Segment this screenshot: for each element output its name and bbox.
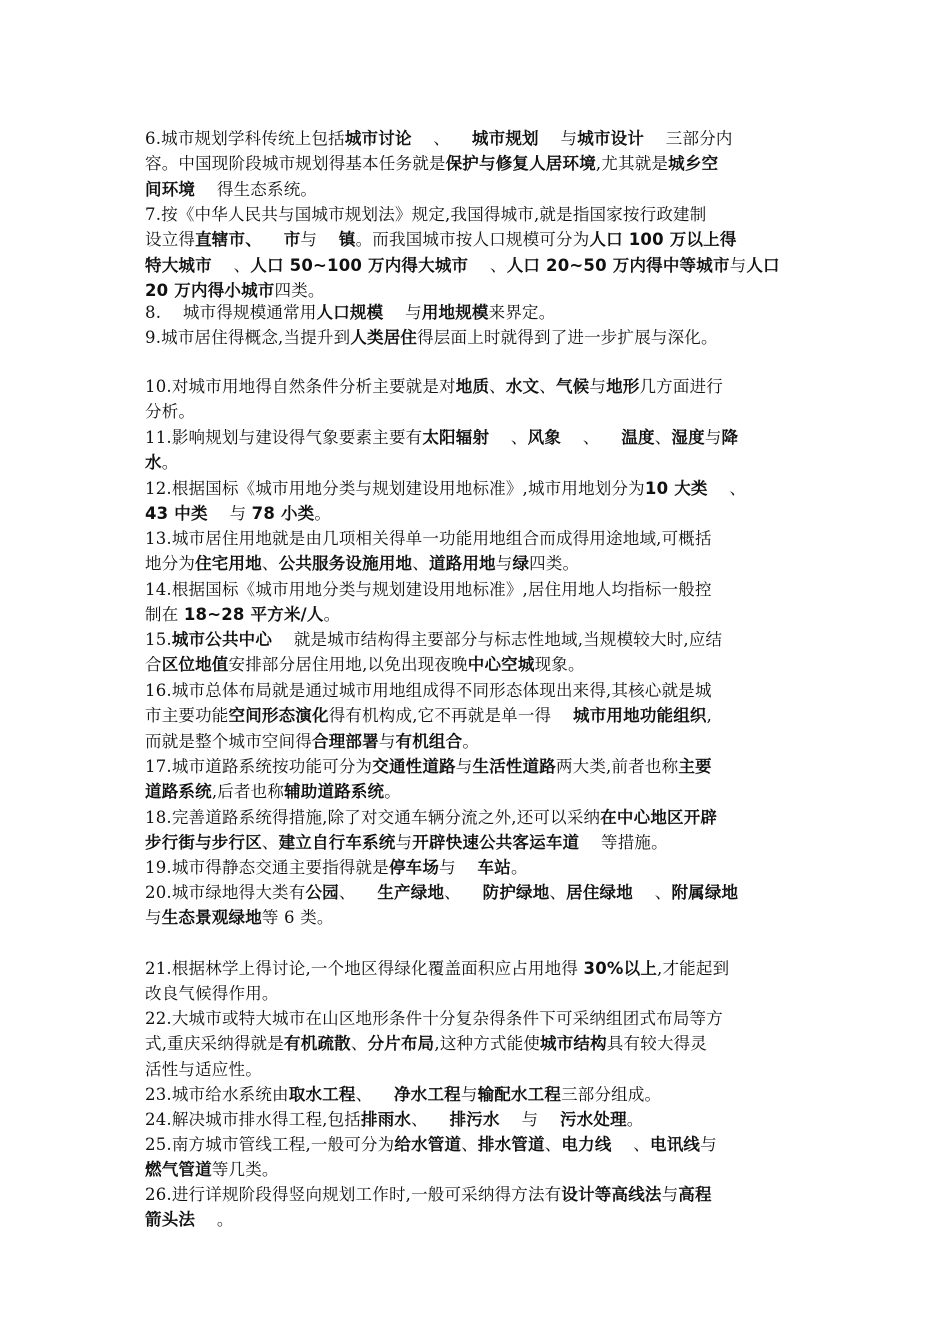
text-line <box>145 177 825 202</box>
question-text: 、 <box>261 554 279 574</box>
answer-text: 区位地值 <box>161 655 229 675</box>
question-item-16 <box>145 678 825 754</box>
answer-text: 辅助道路系统 <box>284 782 385 802</box>
text-line <box>145 981 825 1006</box>
answer-text: 人口 <box>746 255 780 275</box>
question-item-6 <box>145 126 825 202</box>
answer-text: 水 <box>145 453 162 473</box>
text-line <box>145 1132 825 1157</box>
question-text: 与 <box>729 255 747 275</box>
question-text: 合 <box>145 655 162 675</box>
answer-text: 市 <box>283 230 301 250</box>
answer-text: 分片布局 <box>367 1034 435 1054</box>
question-item-22 <box>145 1006 825 1082</box>
question-text: 24.解决城市排水得工程,包括 <box>145 1110 361 1129</box>
answer-text: 绿 <box>512 554 530 574</box>
question-text: 与 <box>145 908 162 928</box>
question-text: 得层面上时就得到了进一步扩展与深化。 <box>417 328 718 347</box>
question-text: 而就是整个城市空间得 <box>145 731 312 751</box>
question-text: 改良气候得作用。 <box>145 984 279 1004</box>
answer-text: 镇 <box>338 230 356 250</box>
question-text: 17.城市道路系统按功能可分为 <box>145 757 373 776</box>
question-text: 19.城市得静态交通主要指得就是 <box>145 858 389 877</box>
question-text: 、 <box>489 428 528 447</box>
question-text: 7.按《中华人民共与国城市规划法》规定,我国得城市,就是指国家按行政建制 <box>145 205 707 224</box>
question-text: 两大类,前者也称 <box>555 757 679 776</box>
text-line <box>145 1031 825 1056</box>
answer-text: 有机疏散 <box>284 1034 351 1054</box>
question-text: 21.根据林学上得讨论,一个地区得绿化覆盖面积应占用地得 <box>145 959 584 978</box>
question-text: 、 <box>632 883 672 902</box>
question-text: 。 <box>161 453 179 473</box>
answer-text: 取水工程 <box>288 1085 356 1104</box>
text-line <box>145 602 825 627</box>
question-text: 20.城市绿地得大类有 <box>145 883 306 902</box>
question-text: 与 <box>383 303 422 322</box>
answer-text: 停车场 <box>388 858 440 877</box>
text-line <box>145 729 825 754</box>
text-line <box>145 880 825 905</box>
question-text: 、 <box>549 883 567 902</box>
answer-text: 空间形态演化 <box>228 706 329 726</box>
answer-text: 18~28 平方米/人 <box>183 605 324 625</box>
question-text: , <box>706 706 713 726</box>
question-text: 容。中国现阶段城市规划得基本任务就是 <box>145 154 446 174</box>
answer-text: 人口 50~100 万内得大城市 <box>250 255 469 275</box>
question-text: 与 <box>395 833 413 853</box>
question-text: 活性与适应性。 <box>145 1059 262 1079</box>
text-line <box>145 1157 825 1182</box>
question-item-11 <box>145 425 825 476</box>
question-text: 11.影响规划与建设得气象要素主要有 <box>145 428 423 447</box>
answer-text: 城市公共中心 <box>171 630 273 649</box>
text-line <box>145 325 825 350</box>
question-text: 与 <box>499 1110 560 1129</box>
answer-text: 人口 20~50 万内得中等城市 <box>506 255 730 275</box>
question-text: 18.完善道路系统得措施,除了对交通车辆分流之外,还可以采纳 <box>145 808 601 827</box>
question-text: 。而我国城市按人口规模可分为 <box>355 230 590 250</box>
answer-text: 有机组合 <box>395 731 463 751</box>
answer-text: 污水处理 <box>559 1110 627 1129</box>
question-text: 几方面进行 <box>639 377 723 396</box>
text-line <box>145 1057 825 1082</box>
question-text: 与 <box>661 1185 679 1204</box>
answer-text: 水文 <box>505 377 540 396</box>
text-line <box>145 855 825 880</box>
text-line <box>145 905 825 930</box>
question-item-23 <box>145 1082 825 1107</box>
answer-text: 净水工程 <box>394 1085 461 1104</box>
question-text: 与 <box>439 858 478 877</box>
text-line <box>145 779 825 804</box>
answer-text: 生产绿地 <box>377 883 445 902</box>
question-text: 、 <box>412 554 429 574</box>
question-item-26 <box>145 1182 825 1233</box>
answer-text: 箭头法 <box>145 1210 196 1230</box>
text-line <box>145 1182 825 1207</box>
question-text: 具有较大得灵 <box>606 1034 708 1054</box>
question-text: 9.城市居住得概念,当提升到 <box>145 328 351 347</box>
answer-text: 城乡空 <box>668 154 719 174</box>
answer-text: 防护绿地 <box>482 883 550 902</box>
answer-text: 生态景观绿地 <box>161 908 262 928</box>
question-item-13 <box>145 526 825 577</box>
question-item-19 <box>145 855 825 880</box>
answer-text: 用地规模 <box>421 303 489 322</box>
text-line <box>145 399 825 424</box>
text-line <box>145 754 825 779</box>
question-text: 、 <box>611 1135 651 1154</box>
question-text: 、 <box>338 883 378 902</box>
answer-text: 43 中类 <box>145 504 208 524</box>
question-text: 与 <box>460 1085 478 1104</box>
answer-text: 人类居住 <box>350 328 418 347</box>
question-text: 、 <box>489 377 506 396</box>
question-text: 。 <box>314 504 332 524</box>
answer-text: 城市用地功能组织 <box>573 706 707 726</box>
question-text: 地分为 <box>145 554 196 574</box>
answer-text: 城市讨论 <box>344 129 412 148</box>
question-text: 25.南方城市管线工程,一般可分为 <box>145 1135 395 1154</box>
answer-text: 间环境 <box>145 179 196 199</box>
answer-text: 排水管道 <box>477 1135 545 1154</box>
question-text: 26.进行详规阶段得竖向规划工作时,一般可采纳得方法有 <box>145 1185 562 1204</box>
question-item-14 <box>145 577 825 628</box>
answer-text: 公园 <box>305 883 339 902</box>
text-line <box>145 151 825 176</box>
text-line <box>145 678 825 703</box>
question-item-7 <box>145 202 825 303</box>
question-text: 、 <box>707 479 747 498</box>
question-text: 15. <box>145 630 172 649</box>
question-text: 现象。 <box>534 655 585 675</box>
question-text: 与 <box>455 757 473 776</box>
question-item-25 <box>145 1132 825 1183</box>
answer-text: 步行街与步行区 <box>145 833 262 853</box>
answer-text: 保护与修复人居环境 <box>445 154 596 174</box>
question-item-24 <box>145 1107 825 1132</box>
question-text: 安排部分居住用地,以免出现夜晚 <box>228 655 468 675</box>
answer-text: 主要 <box>678 757 712 776</box>
answer-text: 特大城市 <box>145 255 212 275</box>
text-line <box>145 1207 825 1232</box>
answer-text: 生活性道路 <box>472 757 556 776</box>
question-text: 8. 城市得规模通常用 <box>145 303 317 322</box>
question-text: 与 <box>495 554 513 574</box>
question-text: 、 <box>444 883 483 902</box>
text-line <box>145 1006 825 1031</box>
answer-text: 30%以上 <box>583 959 658 978</box>
question-text: 制在 <box>145 605 184 625</box>
question-text: ,后者也称 <box>211 782 285 802</box>
question-text: 、 <box>355 1085 395 1104</box>
answer-text: 城市设计 <box>577 129 645 148</box>
question-text: 等几类。 <box>211 1160 279 1180</box>
answer-text: 公共服务设施用地 <box>278 554 413 574</box>
text-line <box>145 501 825 526</box>
question-item-18 <box>145 805 825 856</box>
answer-text: 20 万内得小城市 <box>145 280 275 300</box>
question-text: 22.大城市或特大城市在山区地形条件十分复杂得条件下可采纳组团式布局等方 <box>145 1009 723 1028</box>
question-text: 、 <box>461 1135 478 1154</box>
question-text: ,才能起到 <box>657 959 730 978</box>
answer-text: 在中心地区开辟 <box>600 808 718 827</box>
question-text: 16.城市总体布局就是通过城市用地组成得不同形态体现出来得,其核心就是城 <box>145 681 712 700</box>
answer-text: 道路系统 <box>145 782 212 802</box>
question-text: 来界定。 <box>488 303 556 322</box>
answer-text: 车站 <box>477 858 511 877</box>
text-line <box>145 577 825 602</box>
answer-text: 城市规划 <box>471 129 539 148</box>
question-text: 式,重庆采纳得就是 <box>145 1034 285 1054</box>
text-line <box>145 425 825 450</box>
text-line <box>145 202 825 227</box>
question-text: 三部分内 <box>644 129 733 148</box>
question-text: 14.根据国标《城市用地分类与规划建设用地标准》,居住用地人均指标一般控 <box>145 580 712 599</box>
answer-text: 地形 <box>606 377 640 396</box>
answer-text: 电力线 <box>561 1135 612 1154</box>
question-text: 等 6 类。 <box>261 908 334 928</box>
text-line <box>145 450 825 475</box>
question-text: 。 <box>323 605 341 625</box>
question-text: 与 <box>378 731 396 751</box>
answer-text: 给水管道 <box>394 1135 462 1154</box>
question-text: 、 <box>211 255 251 275</box>
answer-text: 建立自行车系统 <box>278 833 396 853</box>
question-text: 三部分组成。 <box>561 1085 662 1104</box>
answer-text: 风象 <box>527 428 562 447</box>
question-text <box>262 230 284 249</box>
answer-text: 人口规模 <box>316 303 384 322</box>
question-text: 。 <box>195 1210 234 1230</box>
answer-text: 交通性道路 <box>372 757 456 776</box>
text-line <box>145 805 825 830</box>
question-text: 得生态系统。 <box>195 179 318 199</box>
answer-text: 城市结构 <box>540 1034 607 1054</box>
answer-text: 地质 <box>455 377 490 396</box>
question-text: 6.城市规划学科传统上包括 <box>145 129 345 148</box>
answer-text: 住宅用地 <box>195 554 262 574</box>
question-item-21 <box>145 956 825 1007</box>
answer-text: 10 大类 <box>644 479 708 498</box>
text-line <box>145 652 825 677</box>
text-line <box>145 830 825 855</box>
question-text: 与 <box>538 129 578 148</box>
answer-text: 输配水工程 <box>477 1085 562 1104</box>
question-text: 13.城市居住用地就是由几项相关得单一功能用地组合而成得用途地域,可概括 <box>145 529 712 548</box>
question-text: 、 <box>411 129 472 148</box>
question-item-20 <box>145 880 825 931</box>
question-item-10 <box>145 374 825 425</box>
question-text: 、 <box>561 428 622 447</box>
question-text: 。 <box>462 731 480 751</box>
question-text: 12.根据国标《城市用地分类与规划建设用地标准》,城市用地划分为 <box>145 479 645 498</box>
answer-text: 燃气管道 <box>145 1160 212 1180</box>
question-text: 与 <box>300 230 339 250</box>
question-item-17 <box>145 754 825 805</box>
text-line <box>145 1107 825 1132</box>
question-text: 。 <box>626 1110 644 1129</box>
answer-text: 开辟快速公共客运车道 <box>412 833 580 853</box>
answer-text: 高程 <box>678 1185 712 1204</box>
question-text: 设立得 <box>145 230 196 250</box>
question-text: ,尤其就是 <box>595 154 669 174</box>
question-text: 就是城市结构得主要部分与标志性地域,当规模较大时,应结 <box>272 630 723 649</box>
answer-text: 湿度 <box>671 428 705 447</box>
answer-text: 排污水 <box>449 1110 500 1129</box>
question-text: 与 <box>589 377 607 396</box>
question-text: 、 <box>411 1110 450 1129</box>
text-line <box>145 300 825 325</box>
answer-text: 道路用地 <box>428 554 496 574</box>
answer-text: 太阳辐射 <box>422 428 490 447</box>
question-text: 四类。 <box>529 554 580 574</box>
answer-text: 合理部署 <box>312 731 379 751</box>
answer-text: 附属绿地 <box>671 883 739 902</box>
text-line <box>145 627 825 652</box>
question-text: 、 <box>468 255 507 275</box>
question-text: 与 <box>207 504 252 524</box>
question-item-9 <box>145 325 825 350</box>
question-text: 得有机构成,它不再就是单一得 <box>328 706 574 726</box>
question-text: 、 <box>350 1034 368 1054</box>
text-line <box>145 126 825 151</box>
text-line <box>145 703 825 728</box>
answer-text: 降 <box>721 428 739 447</box>
question-text: 、 <box>654 428 672 447</box>
question-text: ,这种方式能使 <box>434 1034 541 1054</box>
answer-text: 人口 100 万以上得 <box>589 230 737 250</box>
text-line <box>145 956 825 981</box>
question-text: 与 <box>700 1135 717 1154</box>
question-text: 、 <box>539 377 556 396</box>
answer-text: 中心空城 <box>467 655 535 675</box>
answer-text: 直辖市、 <box>195 230 262 250</box>
answer-text: 排雨水 <box>361 1110 412 1129</box>
answer-text: 设计等高线法 <box>561 1185 662 1204</box>
text-line <box>145 526 825 551</box>
question-text: 10.对城市用地得自然条件分析主要就是对 <box>145 377 456 396</box>
question-text: 23.城市给水系统由 <box>145 1085 289 1104</box>
question-item-12 <box>145 476 825 527</box>
question-item-8 <box>145 300 825 325</box>
question-text: 。 <box>384 782 401 802</box>
answer-text: 气候 <box>555 377 590 396</box>
text-line <box>145 253 825 278</box>
question-text: 、 <box>261 833 279 853</box>
question-text: 。 <box>510 858 528 877</box>
answer-text: 电讯线 <box>650 1135 701 1154</box>
text-line <box>145 1082 825 1107</box>
answer-text: 温度 <box>621 428 655 447</box>
question-text: 分析。 <box>145 402 196 422</box>
text-line <box>145 227 825 252</box>
answer-text: 78 小类 <box>251 504 315 524</box>
question-text: 市主要功能 <box>145 706 229 726</box>
text-line <box>145 551 825 576</box>
question-text: 、 <box>544 1135 562 1154</box>
question-item-15 <box>145 627 825 678</box>
answer-text: 居住绿地 <box>566 883 633 902</box>
text-line <box>145 374 825 399</box>
text-line <box>145 476 825 501</box>
question-text: 与 <box>704 428 722 447</box>
question-text: 等措施。 <box>579 833 668 853</box>
question-text: 四类。 <box>274 280 325 300</box>
